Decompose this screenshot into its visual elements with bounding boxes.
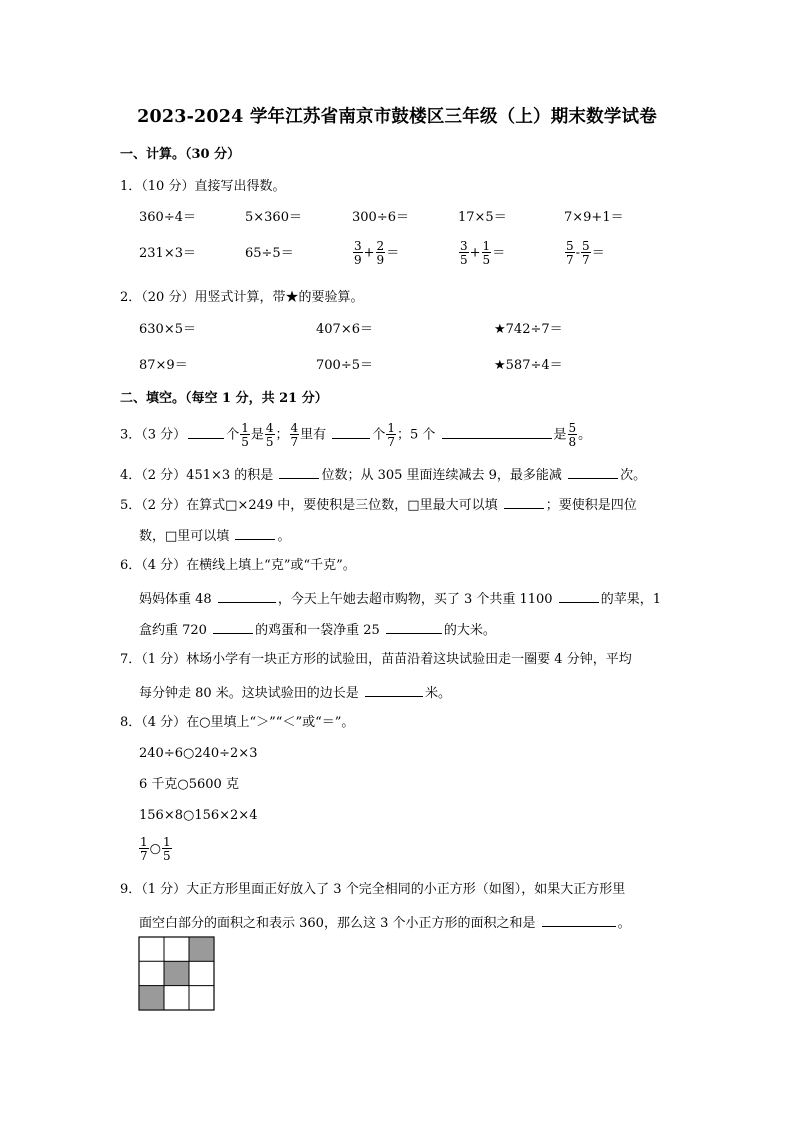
fraction: $\frac{4}{5}$: [265, 421, 274, 449]
fraction-expression: $\frac{3}{5}$ + $\frac{1}{5}$ ＝: [460, 239, 506, 267]
question-9-line-2: 面空白部分的面积之和表示 360，那么这 3 个小正方形的面积之和是 。: [139, 912, 631, 933]
section-1-heading: 一、计算。（30 分）: [120, 147, 241, 162]
fraction: $\frac{1}{5}$: [482, 239, 491, 267]
answer-blank[interactable]: [504, 494, 544, 509]
calc-item: ★742÷7＝: [494, 322, 563, 337]
fraction: $\frac{5}{7}$: [582, 239, 590, 267]
calc-item: 700÷5＝: [316, 358, 373, 373]
calc-item: 360÷4＝: [139, 210, 196, 225]
squares-figure: [138, 936, 216, 1012]
answer-blank[interactable]: [559, 588, 599, 603]
calc-item: 7×9+1＝: [564, 210, 624, 225]
answer-blank[interactable]: [386, 619, 442, 634]
answer-blank[interactable]: [542, 912, 616, 927]
question-6-line-2: 盒约重 720 的鸡蛋和一袋净重 25 的大米。: [139, 619, 496, 640]
fraction: $\frac{2}{9}$: [376, 239, 385, 267]
fraction-expression: $\frac{5}{7}$ - $\frac{5}{7}$ ＝: [566, 239, 605, 267]
answer-blank[interactable]: [213, 619, 253, 634]
compare-item: 156×8○156×2×4: [139, 808, 258, 823]
answer-blank[interactable]: [218, 588, 276, 603]
question-3: 3．（3 分） 个 $\frac{1}{5}$ 是 $\frac{4}{5}$ ； $\frac{4}{7}$ 里有 个 $\frac{1}{7}$ ；5 个 是 $\frac{5}{8}$ 。: [120, 421, 592, 449]
answer-blank[interactable]: [568, 464, 618, 479]
calc-item: 231×3＝: [139, 246, 196, 261]
question-7-line-1: 7．（1 分）林场小学有一块正方形的试验田，苗苗沿着这块试验田走一圈要 4 分钟，平均: [120, 652, 632, 667]
calc-item: 65÷5＝: [245, 246, 294, 261]
question-6-line-1: 妈妈体重 48 ，今天上午她去超市购物，买了 3 个共重 1100 的苹果，1: [139, 588, 661, 609]
section-2-heading: 二、填空。（每空 1 分，共 21 分）: [120, 391, 328, 406]
question-5-line-2: 数，□里可以填 。: [139, 525, 290, 546]
question-2-stem: 2．（20 分）用竖式计算，带★的要验算。: [120, 290, 364, 305]
fraction-expression: $\frac{3}{9}$ + $\frac{2}{9}$ ＝: [354, 239, 400, 267]
fraction: $\frac{3}{5}$: [460, 239, 468, 267]
question-5-line-1: 5．（2 分）在算式□×249 中，要使积是三位数，□里最大可以填 ；要使积是四位: [120, 494, 637, 515]
calc-item: 87×9＝: [139, 358, 188, 373]
small-square: [139, 986, 164, 1010]
answer-blank[interactable]: [365, 682, 423, 697]
calc-item: 17×5＝: [458, 210, 507, 225]
fraction: $\frac{5}{8}$: [568, 421, 577, 449]
calc-item: 407×6＝: [316, 322, 373, 337]
calc-item: 300÷6＝: [352, 210, 409, 225]
question-4: 4．（2 分）451×3 的积是 位数；从 305 里面连续减去 9，最多能减 次。: [120, 464, 646, 485]
answer-blank[interactable]: [188, 424, 224, 439]
fraction: $\frac{5}{7}$: [566, 239, 574, 267]
answer-blank[interactable]: [279, 464, 319, 479]
question-7-line-2: 每分钟走 80 米。这块试验田的边长是 米。: [139, 682, 451, 703]
small-square: [189, 937, 214, 961]
fraction: $\frac{1}{5}$: [162, 835, 171, 863]
page-title: 2023-2024 学年江苏省南京市鼓楼区三年级（上）期末数学试卷: [137, 107, 657, 127]
question-6-stem: 6．（4 分）在横线上填上“克”或“千克”。: [120, 558, 356, 573]
fraction: $\frac{1}{7}$: [140, 835, 148, 863]
small-square: [164, 961, 189, 985]
answer-blank[interactable]: [442, 424, 552, 439]
answer-blank[interactable]: [235, 525, 275, 540]
compare-item: 6 千克○5600 克: [139, 777, 239, 792]
question-9-line-1: 9．（1 分）大正方形里面正好放入了 3 个完全相同的小正方形（如图），如果大正方形里: [120, 882, 626, 897]
calc-item: 5×360＝: [245, 210, 302, 225]
calc-item: ★587÷4＝: [494, 358, 563, 373]
fraction: $\frac{3}{9}$: [354, 239, 362, 267]
compare-item: 240÷6○240÷2×3: [139, 746, 258, 761]
answer-blank[interactable]: [332, 424, 370, 439]
compare-item: $\frac{1}{7}$ ○ $\frac{1}{5}$: [140, 835, 171, 863]
question-1-stem: 1．（10 分）直接写出得数。: [120, 179, 286, 194]
question-8-stem: 8．（4 分）在○里填上“＞”“＜”或“＝”。: [120, 715, 355, 730]
fraction: $\frac{4}{7}$: [290, 421, 299, 449]
calc-item: 630×5＝: [139, 322, 196, 337]
fraction: $\frac{1}{5}$: [241, 421, 249, 449]
fraction: $\frac{1}{7}$: [387, 421, 395, 449]
